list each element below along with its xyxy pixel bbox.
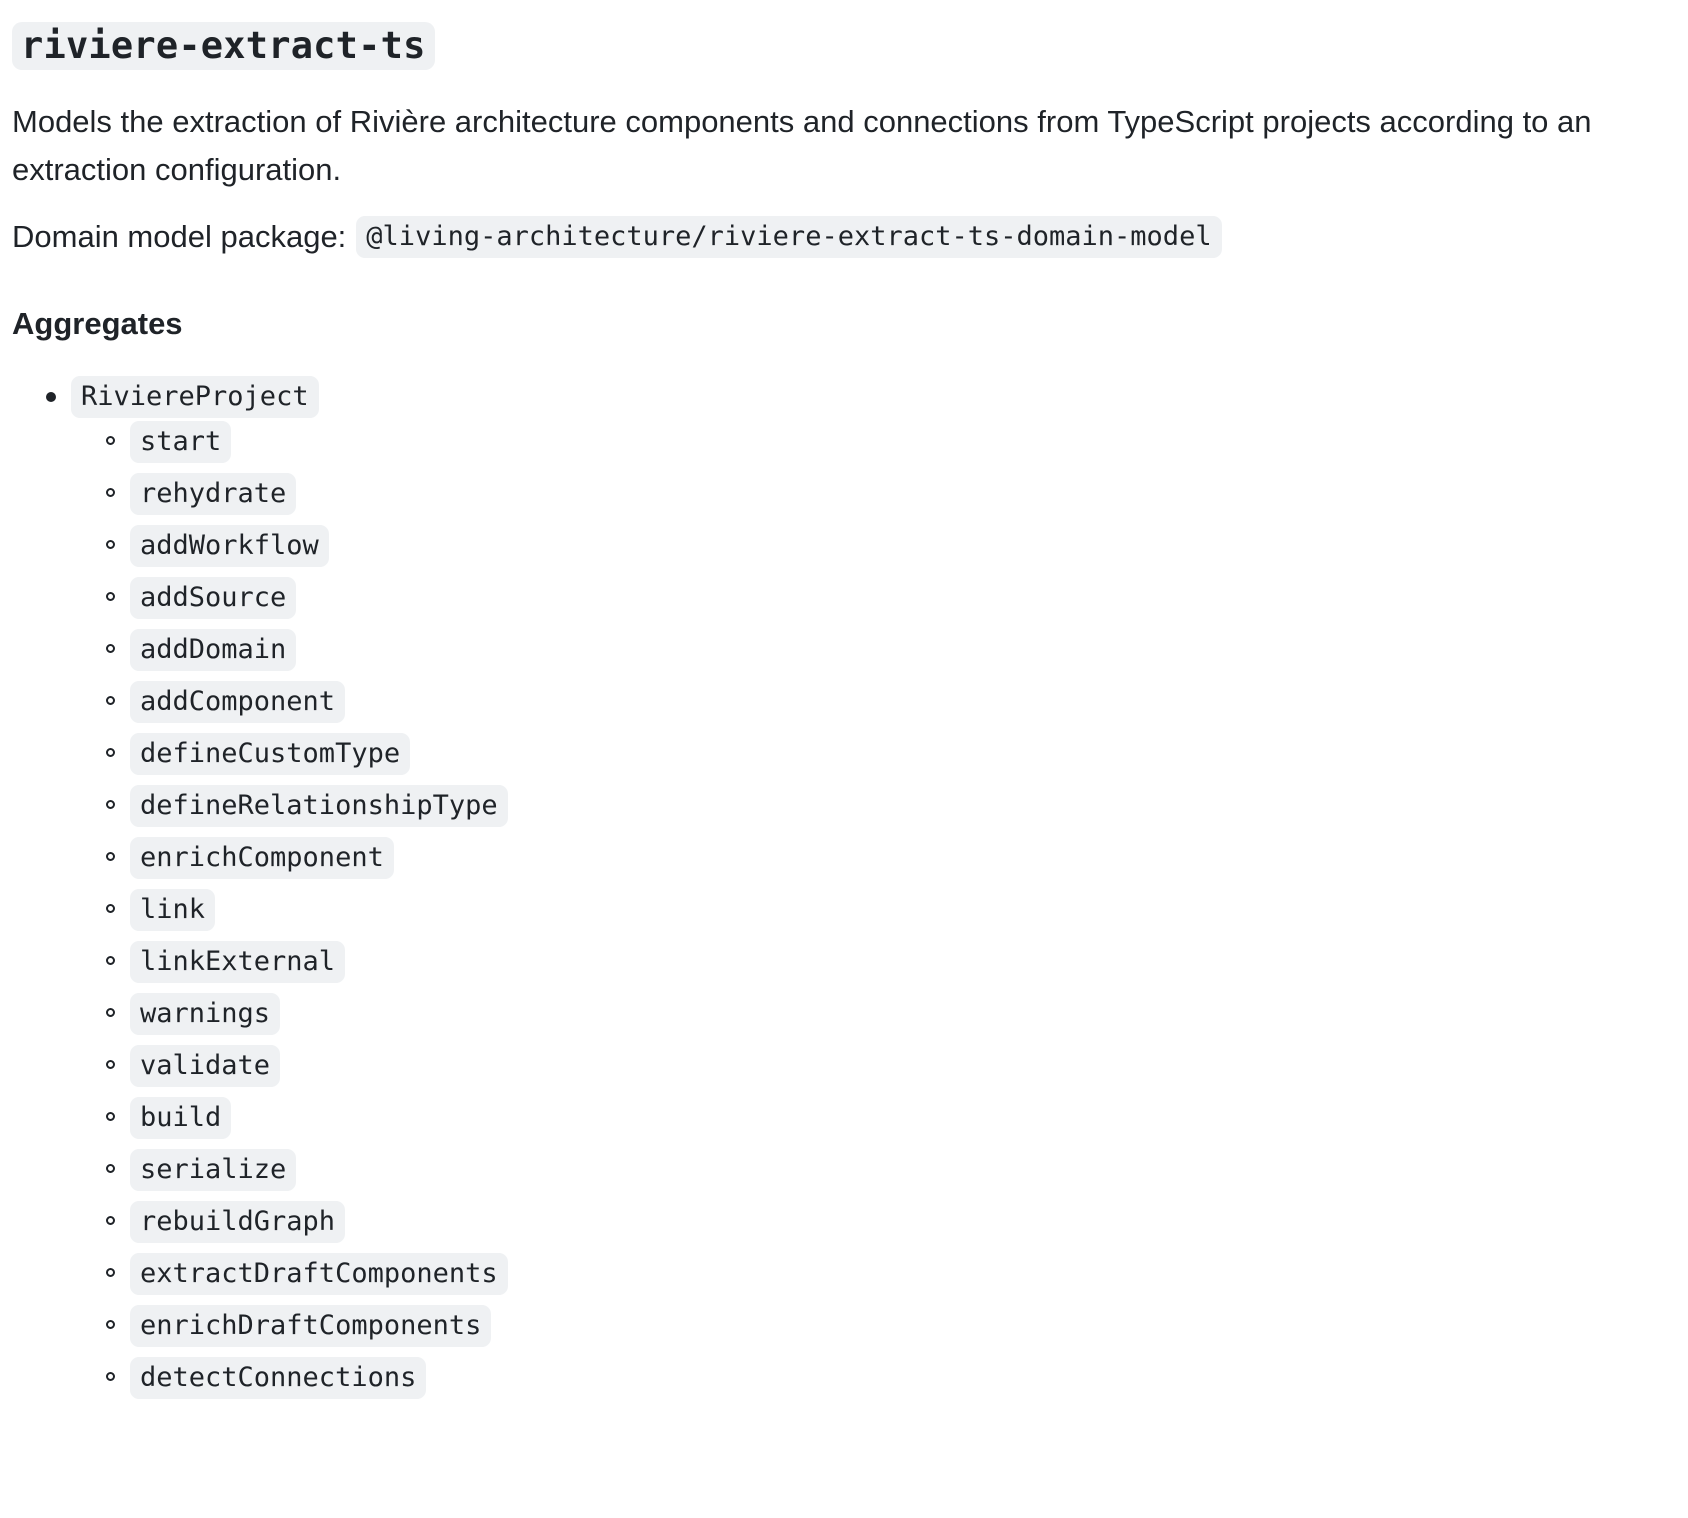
bullet-circle-icon [106,1008,115,1017]
bullet-circle-icon [106,592,115,601]
method-item [130,629,1676,671]
method-name: addDomain [130,629,296,671]
method-item [130,785,1676,827]
package-line [12,216,1676,258]
method-item [130,993,1676,1035]
bullet-circle-icon [106,436,115,445]
bullet-circle-icon [106,956,115,965]
aggregates-heading: Aggregates [12,306,183,341]
method-name: warnings [130,993,280,1035]
package-name: @living-architecture/riviere-extract-ts-domain-model [356,216,1221,258]
bullet-circle-icon [106,852,115,861]
method-item [130,681,1676,723]
bullet-circle-icon [106,540,115,549]
method-item [130,1045,1676,1087]
method-name: validate [130,1045,280,1087]
method-name: rebuildGraph [130,1201,345,1243]
method-item [130,421,1676,463]
method-name: enrichComponent [130,837,394,879]
bullet-circle-icon [106,800,115,809]
method-item [130,889,1676,931]
method-item [130,473,1676,515]
method-name: defineRelationshipType [130,785,508,827]
package-label: Domain model package: [12,219,347,254]
method-item [130,1253,1676,1295]
method-name: start [130,421,231,463]
bullet-circle-icon [106,1216,115,1225]
method-item [130,1305,1676,1347]
methods-list [71,421,1676,1399]
method-name: addSource [130,577,296,619]
method-item [130,1357,1676,1399]
method-item [130,1097,1676,1139]
method-item [130,577,1676,619]
aggregate-name: RiviereProject [71,376,319,418]
method-name: addWorkflow [130,525,329,567]
method-item [130,733,1676,775]
method-name: detectConnections [130,1357,426,1399]
bullet-circle-icon [106,1164,115,1173]
method-name: linkExternal [130,941,345,983]
method-item [130,525,1676,567]
method-name: build [130,1097,231,1139]
bullet-circle-icon [106,1268,115,1277]
bullet-circle-icon [106,1320,115,1329]
aggregate-item [12,376,1676,1399]
method-name: addComponent [130,681,345,723]
page-title: riviere-extract-ts [12,22,435,70]
method-item [130,1149,1676,1191]
method-item [130,837,1676,879]
method-name: serialize [130,1149,296,1191]
aggregate-head [71,376,1676,418]
method-name: defineCustomType [130,733,410,775]
method-name: rehydrate [130,473,296,515]
method-name: extractDraftComponents [130,1253,508,1295]
description: Models the extraction of Rivière architecture components and connections from TypeScript projects according to an extraction configuration. [12,104,1592,187]
method-item [130,941,1676,983]
bullet-circle-icon [106,1060,115,1069]
bullet-disc-icon [46,392,56,402]
bullet-circle-icon [106,1112,115,1121]
bullet-circle-icon [106,748,115,757]
method-name: enrichDraftComponents [130,1305,491,1347]
aggregates-list [12,376,1676,1399]
bullet-circle-icon [106,1372,115,1381]
bullet-circle-icon [106,644,115,653]
bullet-circle-icon [106,696,115,705]
bullet-circle-icon [106,488,115,497]
bullet-circle-icon [106,904,115,913]
method-item [130,1201,1676,1243]
method-name: link [130,889,215,931]
